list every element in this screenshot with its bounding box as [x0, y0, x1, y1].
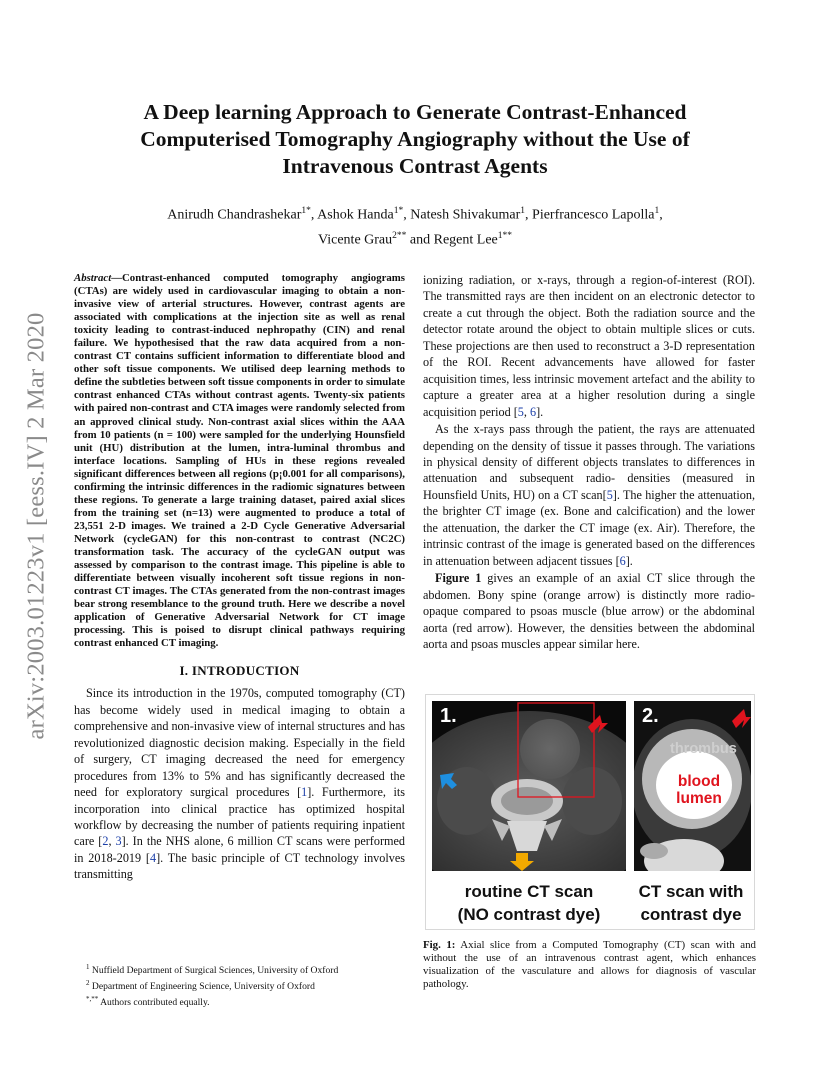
citation-link[interactable]: 2: [102, 834, 109, 849]
author-name: Ashok Handa: [317, 207, 394, 223]
paragraph-text: ]. Furthermore, its incorporation into clinical practice has optimized hospital workflow by decreasing the number of patients requiring inpatient care [: [74, 785, 405, 849]
author-name: Vicente Grau: [317, 232, 393, 248]
author-list: [100, 201, 730, 250]
right-column: [423, 272, 755, 652]
citation-link[interactable]: 5: [517, 404, 524, 419]
author-line-1: Anirudh Chandrashekar$^{1*}$, Ashok Handa$^{1*}$, Natesh Shivakumar$^1$, Pierfrancesco Lapolla$^1$,: [167, 206, 663, 223]
left-column: [74, 272, 405, 883]
footnote-2: $^2$ Department of Engineering Science, University of Oxford: [86, 979, 315, 993]
citation-link[interactable]: 5: [606, 487, 613, 502]
figure-label-no-contrast: routine CT scan (NO contrast dye): [457, 882, 601, 924]
figure-reference: Figure 1: [435, 571, 482, 586]
author-separator: ,: [525, 207, 533, 223]
author-separator: and: [406, 232, 434, 248]
intro-paragraph-3: [423, 570, 755, 652]
intro-paragraph-2: [423, 421, 755, 569]
paragraph-text: As the x-rays pass through the patient, the rays are attenuated depending on the density of tissue it passes through. The variations in physical density of different objects translates to differences in attenuation and subsequent radio- densities (measured in Hounsfield Units, HU) on a CT scan[: [423, 422, 755, 502]
panel-number-1: 1.: [440, 705, 457, 727]
blood-lumen-label: blood lumen: [676, 773, 722, 807]
author-affiliation-mark: 2**: [392, 230, 407, 241]
paragraph-text: ]. The basic principle of CT technology involves transmitting: [74, 850, 405, 882]
citation-link[interactable]: 6: [529, 404, 537, 419]
citation-link[interactable]: 4: [150, 850, 157, 865]
author-name: Natesh Shivakumar: [410, 207, 521, 223]
panel-number-2: 2.: [642, 705, 659, 727]
aorta-shape: [520, 719, 580, 779]
figure-1-caption: [423, 939, 756, 991]
footnotes: [86, 961, 406, 1010]
figure-caption-text: Axial slice from a Computed Tomography (CT) scan with and without the use of an intravenous contrast agent, which enhances visualization of the vasculature and allows for diagnosis of vascular pathology.: [423, 939, 756, 991]
figure-1: [425, 694, 755, 930]
author-separator: ,: [310, 207, 318, 223]
intro-paragraph-continued: [423, 272, 755, 420]
author-affiliation-mark: 1*: [393, 206, 404, 216]
author-affiliation-mark: 1: [520, 206, 526, 216]
citation-link[interactable]: 1: [301, 785, 308, 800]
paragraph-text: ionizing radiation, or x-rays, through a region-of-interest (ROI). The transmitted rays are then incident on an electronic detector to create a cut through the object. Both the radiation source and the detector rotate around the object to obtain multiple slices or cuts. These projections are then used to reconstruct a 3-D representation of the ROI. Recent advancements have allowed for faster acquisition times, less intrinsic movement artefact and the ability to capture a greater area at a higher resolution during a single acquisition period [: [423, 273, 755, 419]
author-line-2: [100, 226, 730, 251]
paragraph-text: ,: [523, 404, 530, 419]
paper-title: A Deep learning Approach to Generate Contrast-Enhanced Computerised Tomography Angiography without the Use of Intravenous Contrast Agents: [140, 100, 690, 178]
paragraph-text: ].: [536, 404, 544, 419]
author-affiliation-mark: 1**: [497, 230, 513, 241]
paragraph-text: ]. The higher the attenuation, the brighter CT image (ex. Bone and calcification) and the lower the attenuation, the darker the CT image (ex. Air). Therefore, the intrinsic contrast of the image is generated based on the differences in attenuation between adjacent tissues [: [423, 487, 755, 568]
abstract: [74, 272, 405, 650]
thrombus-label: thrombus: [670, 741, 737, 757]
paragraph-text: ].: [625, 553, 633, 568]
author-name: Regent Lee: [433, 232, 498, 248]
arxiv-sidebar-identifier: arXiv:2003.01223v1 [eess.IV] 2 Mar 2020: [22, 312, 50, 740]
author-separator: ,: [403, 207, 411, 223]
intro-paragraph-1: [74, 685, 405, 882]
footnote-3: *,** Authors contributed equally.: [86, 995, 210, 1009]
paragraph-text: ]. In the NHS alone, 6 million CT scans were performed in 2018-2019 [: [74, 834, 405, 865]
author-name: Pierfrancesco Lapolla: [532, 207, 655, 223]
ct-scan-with-contrast-image: [634, 701, 751, 871]
figure-label-with-contrast: CT scan with contrast dye: [638, 882, 744, 924]
ct-scan-no-contrast-drawing: [432, 701, 626, 871]
author-affiliation-mark: 1: [654, 206, 660, 216]
abstract-dash: —: [111, 272, 122, 284]
paragraph-text: Since its introduction in the 1970s, computed tomography (CT) has become widely used in medical imaging to obtain a comprehensive and non-invasive view of internal structures and has revolutionized diagnostic decision making. Especially in the field of surgery, CT imaging decreased the need for emergency procedures from 13% to 5% and has significantly decreased the need for exploratory surgical procedures [: [74, 686, 405, 800]
abstract-heading: Abstract: [74, 272, 112, 284]
paragraph-text: gives an example of an axial CT slice through the abdomen. Bony spine (orange arrow) is distinctly more radio-opaque compared to psoas muscle (blue arrow) or the abdominal aorta (red arrow). However, the densities between the abdominal aorta and psoas muscles appear similar here.: [423, 571, 755, 651]
author-name: Anirudh Chandrashekar: [167, 207, 302, 223]
figure-caption-label: Fig. 1:: [423, 939, 456, 951]
abstract-text: Contrast-enhanced computed tomography angiograms (CTAs) are widely used in cardiovascular imaging to obtain a non-invasive view of arterial structures. However, contrast agents are associated with complications at the injection site as well as renal toxicity leading to contrast-induced nephropathy (CIN) and renal failure. We hypothesised that the raw data acquired from a non-contrast CT contains sufficient information to differentiate blood and other soft tissue components. We utilised deep learning methods to define the subtleties between soft tissue components in order to simulate contrast enhanced CTAs without contrast agents. Twenty-six patients with paired non-contrast and CTA images were randomly selected from an approved clinical study. Non-contrast axial slices within the AAA from 10 patients (n = 100) were sampled for the underlying Hounsfield unit (HU) distribution at the lumen, intra-luminal thrombus and interface locations. Sampling of HUs in these regions revealed significant differences between all regions (p¡0.001 for all comparisons), confirming the intrinsic differences in the radiomic signatures between these regions. To generate a large training dataset, paired axial slices from the training set (n=13) were augmented to produce a total of 23,551 2-D images. We trained a 2-D Cycle Generative Adversarial Network (cycleGAN) for this non-contrast to contrast (NC2C) transformation task. The accuracy of the cycleGAN output was assessed by comparison to the contrast image. This pipeline is able to differentiate between visually incoherent soft tissue regions in non-contrast CT images. The CTAs generated from the non-contrast images bear strong resemblance to the ground truth. Here we describe a novel application of Generative Adversarial Network for CT image processing. This is poised to disrupt clinical pathways requiring contrast enhanced CT imaging.: [74, 272, 405, 650]
ct-scan-no-contrast-image: [432, 701, 626, 871]
paragraph-text: ,: [108, 834, 116, 849]
footnote-1: $^1$ Nuffield Department of Surgical Sciences, University of Oxford: [86, 963, 339, 977]
author-affiliation-mark: 1*: [301, 206, 311, 216]
section-heading-introduction: I. INTRODUCTION: [179, 663, 300, 679]
citation-link[interactable]: 3: [115, 834, 122, 849]
citation-link[interactable]: 6: [619, 553, 626, 568]
